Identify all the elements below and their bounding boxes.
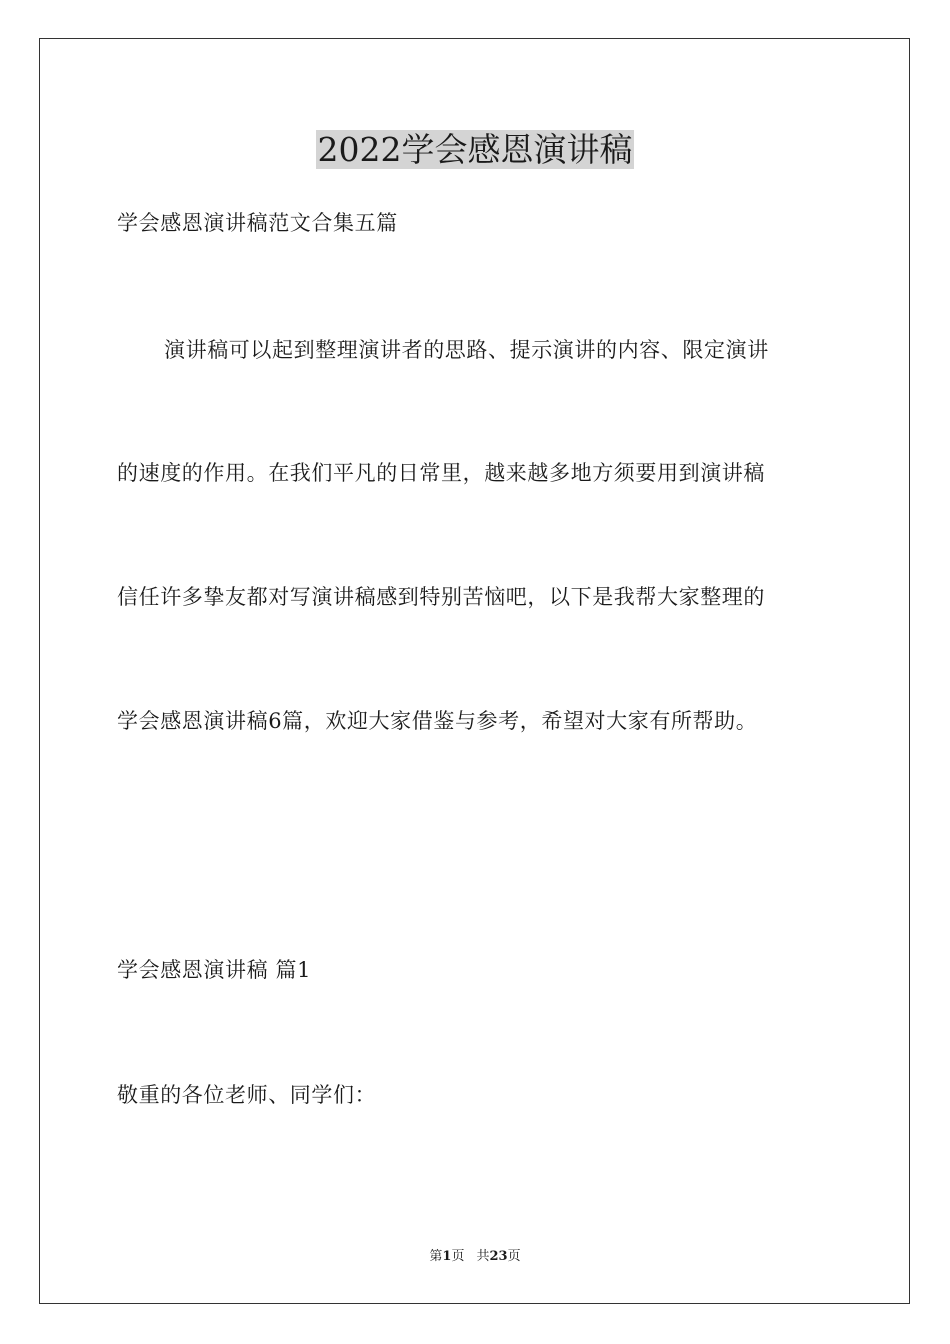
section-heading: 学会感恩演讲稿 篇1 <box>117 958 312 982</box>
page-current: 1 <box>442 1249 452 1264</box>
document-title <box>0 128 950 172</box>
intro-line-4: 学会感恩演讲稿6篇，欢迎大家借鉴与参考，希望对大家有所帮助。 <box>117 709 758 733</box>
page-total: 23 <box>489 1249 508 1264</box>
greeting: 敬重的各位老师、同学们： <box>117 1083 377 1107</box>
intro-line-2: 的速度的作用。在我们平凡的日常里，越来越多地方须要用到演讲稿 <box>117 461 765 485</box>
page-suffix: 页 <box>451 1249 465 1264</box>
intro-line-1: 演讲稿可以起到整理演讲者的思路、提示演讲的内容、限定演讲 <box>164 338 769 362</box>
page-prefix: 第 <box>429 1249 443 1264</box>
document-subtitle: 学会感恩演讲稿范文合集五篇 <box>117 211 398 235</box>
document-title-text: 2022学会感恩演讲稿 <box>317 130 633 169</box>
intro-line-3: 信任许多挚友都对写演讲稿感到特别苦恼吧，以下是我帮大家整理的 <box>117 585 765 609</box>
page-footer <box>0 1248 950 1266</box>
total-prefix: 共 <box>476 1249 490 1264</box>
total-suffix: 页 <box>507 1249 521 1264</box>
